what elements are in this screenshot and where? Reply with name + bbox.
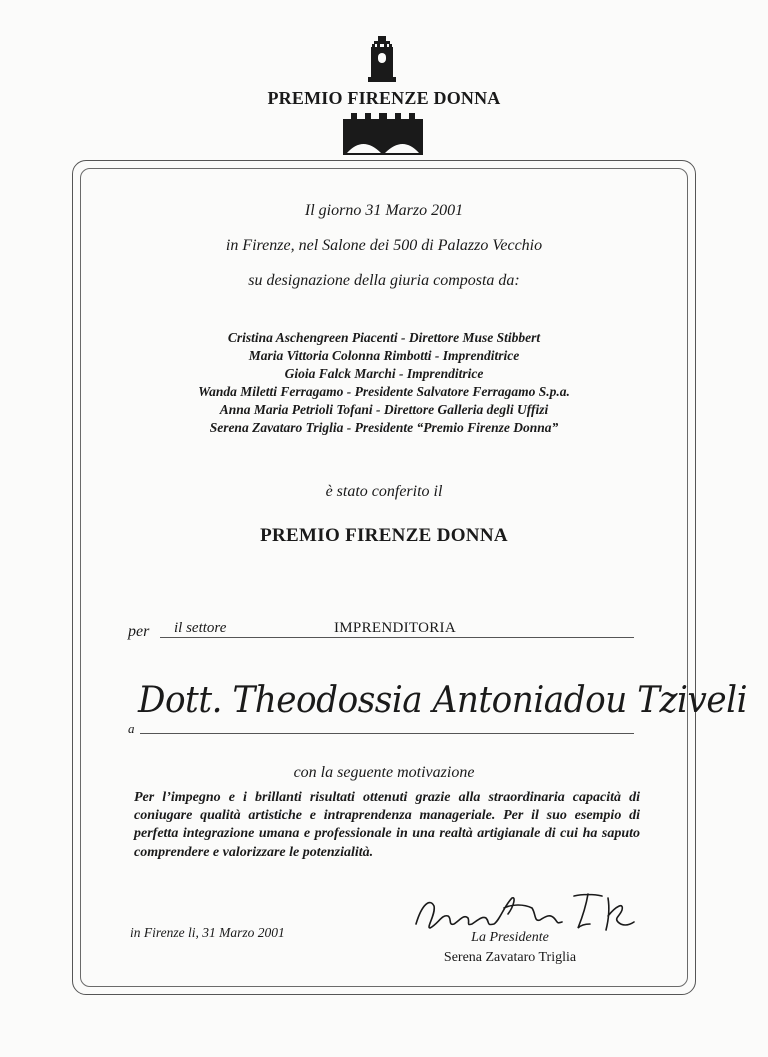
president-name: Serena Zavataro Triglia [443,950,577,965]
tower-logo-icon [364,36,400,82]
place-date: in Firenze li, 31 Marzo 2001 [130,925,285,940]
conferral-text: è stato conferito il [325,483,443,500]
jury-member: Serena Zavataro Triglia - Presidente “Premio Firenze Donna” [209,420,559,435]
recipient-underline [140,733,634,734]
sector-value: IMPRENDITORIA [334,620,456,636]
ceremony-location: in Firenze, nel Salone dei 500 di Palazzo Vecchio [225,237,543,254]
jury-member: Gioia Falck Marchi - Imprenditrice [284,366,484,381]
motivation-text: Per l’impegno e i brillanti risultati ottenuti grazie alla straordinaria capacità di coniugare qualità artistiche e intraprendenza manageriale. Per il suo esempio di perfetta integrazione umana e professionale in una realtà artigianale di cui ha saputo comprendere e valorizzare le potenzialità. [134,790,640,860]
motivation-label: con la seguente motivazione [293,764,475,781]
bridge-logo-icon [343,113,423,155]
jury-member: Anna Maria Petrioli Tofani - Direttore Galleria degli Uffizi [219,402,549,417]
organization-title: PREMIO FIRENZE DONNA [267,88,501,108]
president-role: La Presidente [471,930,549,945]
recipient-a-label: a [128,721,135,736]
award-title: PREMIO FIRENZE DONNA [260,525,508,546]
jury-member: Maria Vittoria Colonna Rimbotti - Imprenditrice [248,348,520,363]
certificate-inner-border [80,168,748,987]
jury-member: Wanda Miletti Ferragamo - Presidente Salvatore Ferragamo S.p.a. [198,384,570,399]
ceremony-date: Il giorno 31 Marzo 2001 [304,202,464,219]
sector-underline [160,637,634,638]
per-label: per [128,623,150,640]
sector-label: il settore [174,620,227,636]
recipient-name: Dott. Theodossia Antoniadou Tziveli [138,680,748,721]
jury-intro: su designazione della giuria composta da: [248,272,520,289]
jury-member: Cristina Aschengreen Piacenti - Direttore Muse Stibbert [227,330,541,345]
